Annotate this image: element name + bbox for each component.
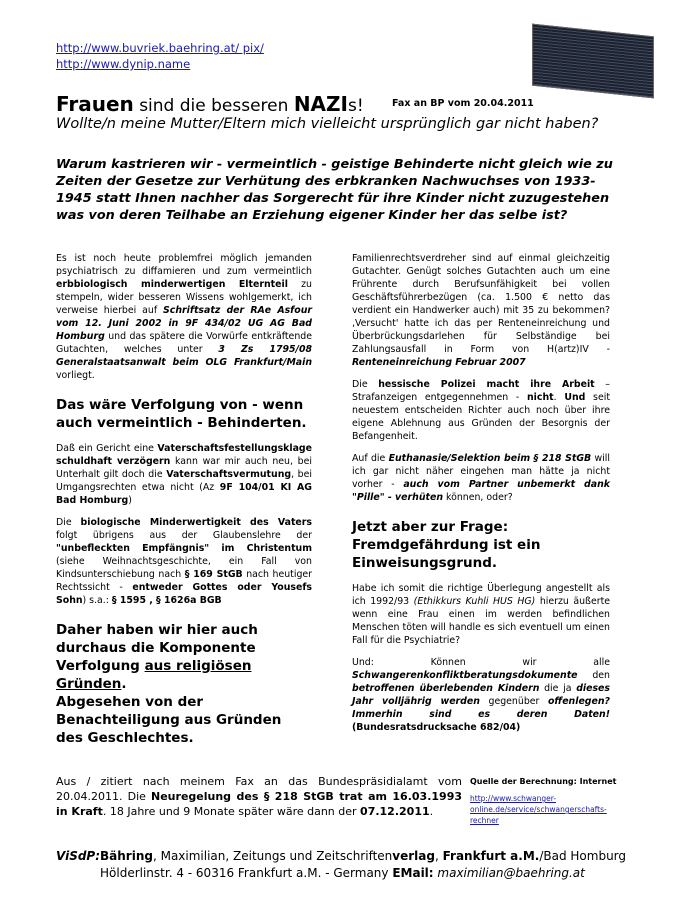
right-paragraph-2: Die hessische Polizei macht ihre Arbeit – Strafanzeigen entgegennehmen - nicht. Und seit neuestem entscheiden Richter auch noch über ihre eigene Ablehnung aus Gründen der Besorgnis der Befangenheit. bbox=[352, 379, 610, 442]
intro-paragraph: Warum kastrieren wir - vermeintlich - geistige Behinderte nicht gleich wie zu Zeiten der Gesetze zur Verhütung des erbkranken Nachwuchses von 1933-1945 statt Ihnen nachher das Sorgerecht für ihre Kinder nicht zuzugestehen was von deren Teilhabe an Erziehung eigener Kinder her das selbe ist? bbox=[56, 157, 613, 223]
left-heading-3: Abgesehen von der Benachteiligung aus Gründen des Geschlechtes. bbox=[56, 694, 282, 746]
left-heading-1: Das wäre Verfolgung von - wenn auch vermeintlich - Behinderten. bbox=[56, 397, 307, 431]
left-column bbox=[56, 252, 312, 757]
right-paragraph-3: Auf die Euthanasie/Selektion beim § 218 StGB will ich gar nicht näher eingehen man hätte ja nicht vorher - auch vom Partner unbemerkt dank "Pille" - verhüten können, oder? bbox=[352, 453, 610, 503]
right-paragraph-1: Familienrechtsverdreher sind auf einmal gleichzeitig Gutachter. Genügt solches Gutachten auch um eine Frührente durch Berufsunfähigkeit bei vollen Geschäftsführerbezügen (ca. 1.500 € netto das verdient ein Handwerker auch) mit 35 zu bekommen? ‚Versucht' hatte ich das per Renteneinreichung und Überbrückungsdarlehen für Selbständige bei Zahlungsausfall in Form von H(artz)IV - Renteneinreichung Februar 2007 bbox=[352, 253, 610, 368]
left-paragraph-1: Es ist noch heute problemfrei möglich jemanden psychiatrisch zu diffamieren und zum vermeintlich erbbiologisch minderwertigen Elternteil zu stempeln, wider besseren Wissens wohlgemerkt, ich verweise hierbei auf Schriftsatz der RAe Asfour vom 12. Juni 2002 in 9F 434/02 UG AG Bad Homburg und das spätere die Vorwürfe entkräftende Gutachten, welches unter 3 Zs 1795/08 Generalstaatsanwalt beim OLG Frankfurt/Main vorliegt. bbox=[56, 253, 313, 381]
subtitle: Wollte/n meine Mutter/Eltern mich vielleicht ursprünglich gar nicht haben? bbox=[56, 116, 599, 132]
left-paragraph-3: Die biologische Minderwertigkeit des Vaters folgt übrigens aus der Glaubenslehre der "unbefleckten Empfängnis" im Christentum (siehe Weihnachtsgeschichte, ein Fall von Kindsunterschiebung nach § 169 StGB nach heutiger Rechtssicht - entweder Gottes oder Yousefs Sohn) s.a.: § 1595 , § 1626a BGB bbox=[56, 517, 313, 606]
source-link[interactable]: http://www.schwanger-online.de/service/schwangerschafts-rechner bbox=[470, 794, 607, 825]
photo-image bbox=[532, 24, 654, 99]
page-title: Frauen sind die besseren NAZIs! bbox=[56, 92, 364, 116]
right-column bbox=[352, 252, 610, 743]
link-list bbox=[56, 40, 264, 72]
imprint-line-1: ViSdP:Bähring, Maximilian, Zeitungs und Zeitschriftenverlag, Frankfurt a.M./Bad Homburg bbox=[56, 849, 627, 863]
right-paragraph-4: Habe ich somit die richtige Überlegung angestellt als ich 1992/93 (Ethikkurs Kuhli HUS HG) hierzu äußerte wenn eine Frau einen im werden befindlichen Menschen töten will handle es sich eventuell um einen Fall für die Psychiatrie? bbox=[352, 583, 611, 646]
source-label: Quelle der Berechnung: Internet bbox=[470, 777, 617, 786]
fax-note: Fax an BP vom 20.04.2011 bbox=[392, 98, 534, 109]
link-buvriek[interactable]: http://www.buvriek.baehring.at/ pix/ bbox=[56, 41, 264, 55]
right-paragraph-5: Und: Können wir alle Schwangerenkonfliktberatungsdokumente den betroffenen überlebenden Kindern die ja dieses Jahr volljährig werden gegenüber offenlegen? Immerhin sind es deren Daten! (Bundesratsdrucksache 682/04) bbox=[352, 657, 610, 733]
left-heading-2: Daher haben wir hier auch durchaus die Komponente Verfolgung aus religiösen Gründen. bbox=[56, 622, 258, 692]
footer-text: Aus / zitiert nach meinem Fax an das Bundespräsidialamt vom 20.04.2011. Die Neuregelung des § 218 StGB trat am 16.03.1993 in Kraft. 18 Jahre und 9 Monate später wäre dann der 07.12.2011. bbox=[56, 775, 462, 818]
right-heading-1: Jetzt aber zur Frage: Fremdgefährdung ist ein Einweisungsgrund. bbox=[352, 519, 541, 571]
source-note bbox=[470, 776, 620, 826]
left-paragraph-2: Daß ein Gericht eine Vaterschaftsfestellungsklage schuldhaft verzögern kann war mir auch neu, bei Unterhalt gilt doch die Vaterschaftsvermutung, bei Umgangsrechten etwa nicht (Az 9F 104/01 KI AG Bad Homburg) bbox=[56, 443, 313, 506]
imprint-line-2: Hölderlinstr. 4 - 60316 Frankfurt a.M. - Germany EMail: maximilian@baehring.at bbox=[100, 866, 585, 880]
link-dynip[interactable]: http://www.dynip.name bbox=[56, 57, 191, 71]
imprint bbox=[56, 848, 646, 882]
